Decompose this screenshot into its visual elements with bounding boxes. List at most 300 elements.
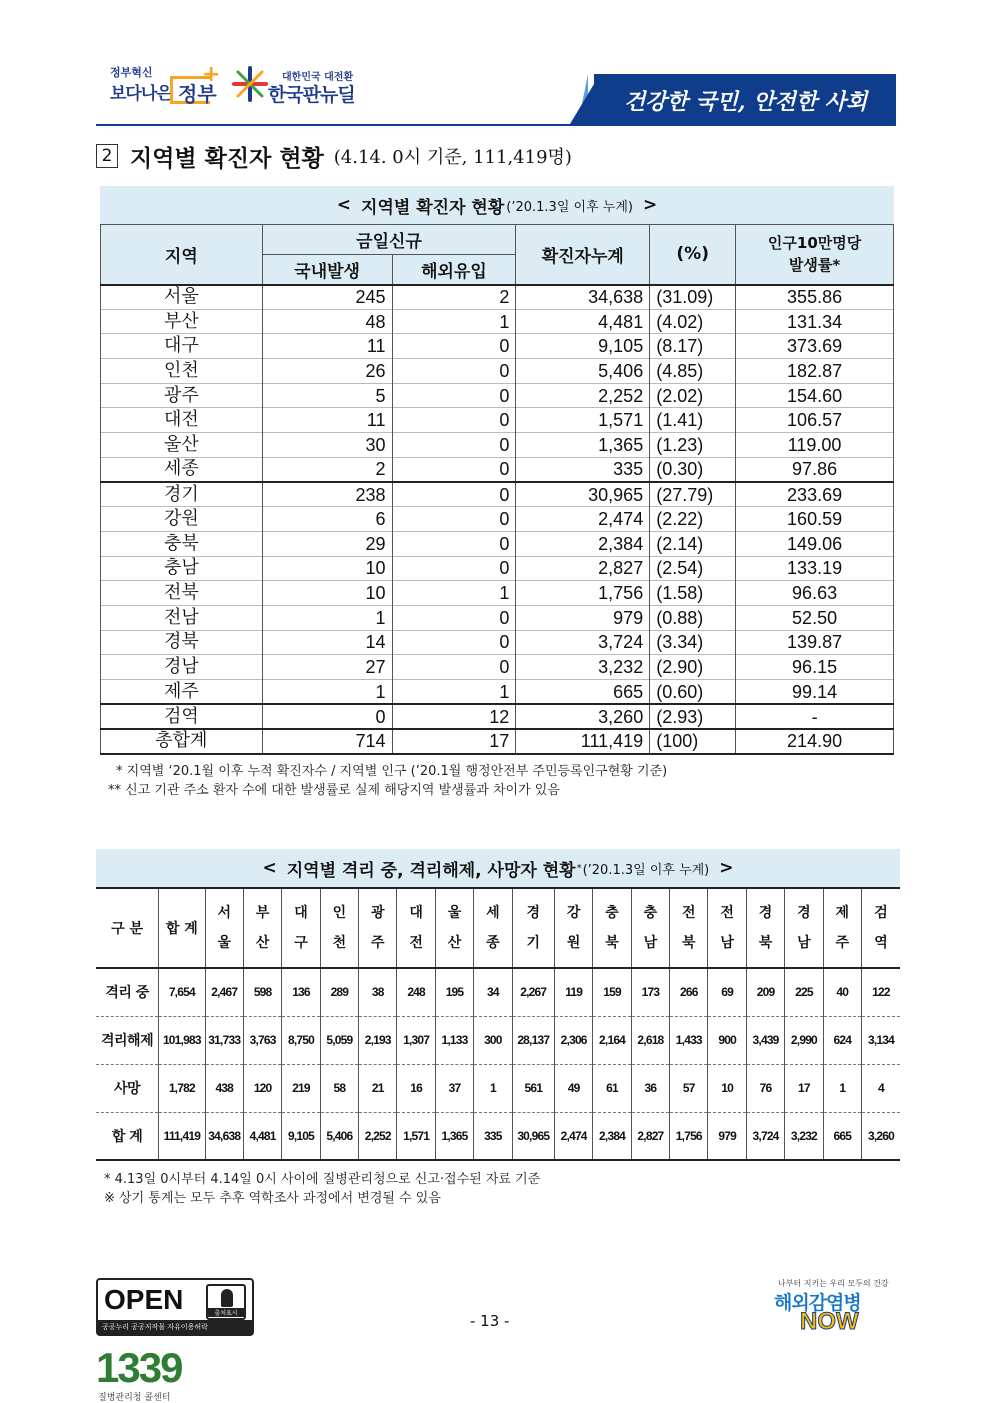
value-cell: 225 xyxy=(785,968,823,1016)
table-row xyxy=(101,285,894,310)
region-cell: 총합계 xyxy=(101,729,263,754)
value-cell: 665 xyxy=(823,1112,861,1160)
value-cell: 173 xyxy=(631,968,669,1016)
region-header-char: 경 xyxy=(758,905,773,921)
value-cell: 8,750 xyxy=(282,1016,320,1064)
pct-cell: (2.93) xyxy=(650,704,736,729)
value-cell: 300 xyxy=(474,1016,512,1064)
domestic-cell: 2 xyxy=(262,457,392,482)
cumulative-cell: 1,571 xyxy=(516,408,650,433)
value-cell: 5,406 xyxy=(320,1112,358,1160)
value-cell: 31,733 xyxy=(205,1016,243,1064)
rate-cell: 139.87 xyxy=(736,630,894,655)
cumulative-cell: 34,638 xyxy=(516,285,650,310)
region-cell: 서울 xyxy=(101,285,263,310)
section-heading xyxy=(96,140,572,172)
overseas-cell: 1 xyxy=(392,581,516,606)
value-cell: 3,439 xyxy=(746,1016,784,1064)
overseas-cell: 0 xyxy=(392,531,516,556)
pct-cell: (100) xyxy=(650,729,736,754)
region-header xyxy=(823,888,861,968)
region-header xyxy=(708,888,746,968)
domestic-cell: 714 xyxy=(262,729,392,754)
value-cell: 3,134 xyxy=(861,1016,900,1064)
value-cell: 3,232 xyxy=(785,1112,823,1160)
overseas-infection-now-logo xyxy=(774,1278,900,1338)
overseas-cell: 0 xyxy=(392,482,516,507)
caption-close: > xyxy=(719,858,734,878)
region-cell: 대전 xyxy=(101,408,263,433)
rate-cell: 106.57 xyxy=(736,408,894,433)
header-cumulative: 확진자누계 xyxy=(516,225,650,285)
pct-cell: (0.60) xyxy=(650,680,736,705)
domestic-cell: 48 xyxy=(262,309,392,334)
region-header-char: 인 xyxy=(332,905,347,921)
value-cell: 136 xyxy=(282,968,320,1016)
pct-cell: (4.02) xyxy=(650,309,736,334)
pct-cell: (0.88) xyxy=(650,605,736,630)
domestic-cell: 10 xyxy=(262,581,392,606)
header-pct: (%) xyxy=(650,225,736,285)
region-cell: 인천 xyxy=(101,359,263,384)
domestic-cell: 0 xyxy=(262,704,392,729)
value-cell: 5,059 xyxy=(320,1016,358,1064)
region-header-char: 경 xyxy=(797,905,811,921)
value-cell: 438 xyxy=(205,1064,243,1112)
region-cell: 대구 xyxy=(101,334,263,359)
pct-cell: (1.41) xyxy=(650,408,736,433)
region-header-char: 제 xyxy=(835,905,850,921)
header-overseas: 해외유입 xyxy=(392,255,516,285)
caption-sub: (’20.1.3일 이후 누계) xyxy=(506,199,633,215)
value-cell: 57 xyxy=(670,1064,708,1112)
pct-cell: (1.23) xyxy=(650,433,736,458)
cumulative-cell: 2,827 xyxy=(516,556,650,581)
value-cell: 16 xyxy=(397,1064,435,1112)
table-row xyxy=(101,556,894,581)
domestic-cell: 245 xyxy=(262,285,392,310)
table2-note-1: * 4.13일 0시부터 4.14일 0시 사이에 질병관리청으로 신고·접수된 자료 기준 xyxy=(104,1172,541,1187)
table-row xyxy=(101,359,894,384)
value-cell: 2,618 xyxy=(631,1016,669,1064)
value-cell: 2,267 xyxy=(512,968,554,1016)
value-cell: 2,474 xyxy=(554,1112,592,1160)
value-cell: 561 xyxy=(512,1064,554,1112)
rate-cell: 52.50 xyxy=(736,605,894,630)
value-cell: 1 xyxy=(823,1064,861,1112)
value-cell: 2,193 xyxy=(359,1016,397,1064)
region-header-char: 검 xyxy=(874,905,888,921)
logo-word: 정부 xyxy=(178,82,217,106)
region-cell: 경북 xyxy=(101,630,263,655)
value-cell: 58 xyxy=(320,1064,358,1112)
overseas-cell: 1 xyxy=(392,309,516,334)
value-cell: 1,571 xyxy=(397,1112,435,1160)
region-header xyxy=(670,888,708,968)
region-header-char: 울 xyxy=(217,935,232,951)
value-cell: 119 xyxy=(554,968,592,1016)
rate-cell: 131.34 xyxy=(736,309,894,334)
section-subtitle: (4.14. 0시 기준, 111,419명) xyxy=(333,147,572,168)
domestic-cell: 26 xyxy=(262,359,392,384)
region-header-char: 기 xyxy=(526,935,541,951)
table-row xyxy=(101,630,894,655)
value-cell: 21 xyxy=(359,1064,397,1112)
caption-sub: (’20.1.3일 이후 누계) xyxy=(582,862,710,878)
caption-sup: * xyxy=(576,862,582,874)
open-license-badge xyxy=(96,1278,254,1336)
slogan-banner xyxy=(570,74,896,124)
table2-header-row xyxy=(96,888,900,968)
value-cell: 1,133 xyxy=(435,1016,473,1064)
value-cell: 219 xyxy=(282,1064,320,1112)
table-row xyxy=(101,581,894,606)
value-cell: 4,481 xyxy=(243,1112,281,1160)
domestic-cell: 238 xyxy=(262,482,392,507)
region-header-char: 종 xyxy=(486,935,500,951)
new-deal-sub: 대한민국 대전환 xyxy=(282,72,354,83)
region-header-char: 경 xyxy=(526,905,541,921)
cumulative-cell: 4,481 xyxy=(516,309,650,334)
region-header-char: 남 xyxy=(643,935,658,951)
corner-header: 구 분 xyxy=(111,921,144,937)
region-header-char: 울 xyxy=(447,905,462,921)
header-rule xyxy=(96,124,896,126)
region-cell: 전남 xyxy=(101,605,263,630)
person-icon xyxy=(221,1289,233,1307)
region-header xyxy=(397,888,435,968)
pct-cell: (2.14) xyxy=(650,531,736,556)
value-cell: 34,638 xyxy=(205,1112,243,1160)
section-number: 2 xyxy=(96,144,118,168)
table2-body xyxy=(96,968,900,1160)
region-header xyxy=(359,888,397,968)
value-cell: 122 xyxy=(861,968,900,1016)
table1-note-1: * 지역별 ‘20.1월 이후 누적 확진자수 / 지역별 인구 (’20.1월 행정안전부 주민등록인구현황 기준) xyxy=(116,764,668,779)
overseas-cell: 0 xyxy=(392,359,516,384)
value-cell: 979 xyxy=(708,1112,746,1160)
value-cell: 2,252 xyxy=(359,1112,397,1160)
region-header-char: 천 xyxy=(332,935,347,951)
logo-small-text: 정부혁신 xyxy=(110,66,153,79)
region-cell: 울산 xyxy=(101,433,263,458)
table-row xyxy=(101,531,894,556)
value-cell: 4 xyxy=(861,1064,900,1112)
value-cell: 266 xyxy=(670,968,708,1016)
table-row xyxy=(101,433,894,458)
table1-note-2: ** 신고 기관 주소 환자 수에 대한 발생률로 실제 해당지역 발생률과 차이가 있음 xyxy=(108,783,560,798)
region-cell: 부산 xyxy=(101,309,263,334)
table-row xyxy=(96,1112,900,1160)
region-header-char: 전 xyxy=(409,935,423,951)
region-header-char: 서 xyxy=(217,905,232,921)
cumulative-cell: 9,105 xyxy=(516,334,650,359)
region-header-char: 전 xyxy=(720,905,734,921)
table-row xyxy=(101,680,894,705)
overseas-cell: 0 xyxy=(392,556,516,581)
value-cell: 159 xyxy=(593,968,631,1016)
value-cell: 3,724 xyxy=(746,1112,784,1160)
value-cell: 1,365 xyxy=(435,1112,473,1160)
overseas-cell: 0 xyxy=(392,605,516,630)
cumulative-cell: 2,474 xyxy=(516,507,650,532)
header-domestic: 국내발생 xyxy=(262,255,392,285)
value-cell: 335 xyxy=(474,1112,512,1160)
region-header-char: 남 xyxy=(797,935,811,951)
open-text: OPEN xyxy=(104,1284,184,1315)
table-row xyxy=(96,1016,900,1064)
row-label: 합 계 xyxy=(96,1112,159,1160)
call-number xyxy=(96,1344,181,1392)
region-header-char: 주 xyxy=(370,935,385,951)
region-header-char: 강 xyxy=(566,905,581,921)
region-header-char: 대 xyxy=(409,905,423,921)
gov-innovation-logo xyxy=(108,62,221,112)
rate-cell: - xyxy=(736,704,894,729)
cumulative-cell: 3,724 xyxy=(516,630,650,655)
table-row xyxy=(101,729,894,754)
table1-body xyxy=(101,285,894,754)
table-row xyxy=(101,704,894,729)
banner-text: 건강한 국민, 안전한 사회 xyxy=(624,89,868,115)
header-region: 지역 xyxy=(101,225,263,285)
cumulative-cell: 2,252 xyxy=(516,383,650,408)
region-header xyxy=(785,888,823,968)
region-cell: 경기 xyxy=(101,482,263,507)
domestic-cell: 14 xyxy=(262,630,392,655)
region-header-char: 원 xyxy=(566,935,581,951)
header-rate-line2: 발생률* xyxy=(788,256,841,275)
row-label: 사망 xyxy=(96,1064,159,1112)
value-cell: 69 xyxy=(708,968,746,1016)
now-tagline: 나부터 지키는 우리 모두의 건강 xyxy=(778,1279,889,1288)
cumulative-cell: 979 xyxy=(516,605,650,630)
table-row xyxy=(101,334,894,359)
cumulative-cell: 3,232 xyxy=(516,655,650,680)
region-cell: 세종 xyxy=(101,457,263,482)
value-cell: 1,782 xyxy=(159,1064,205,1112)
value-cell: 111,419 xyxy=(159,1112,205,1160)
plus-icon: + xyxy=(202,62,221,87)
pct-cell: (2.90) xyxy=(650,655,736,680)
table-row xyxy=(101,408,894,433)
region-header-char: 북 xyxy=(682,935,696,951)
rate-cell: 133.19 xyxy=(736,556,894,581)
value-cell: 2,306 xyxy=(554,1016,592,1064)
region-cell: 전북 xyxy=(101,581,263,606)
value-cell: 195 xyxy=(435,968,473,1016)
region-header xyxy=(282,888,320,968)
logo-big-text: 보다나은 xyxy=(110,84,172,104)
header-rate-line1: 인구10만명당 xyxy=(767,234,862,253)
region-cell: 충남 xyxy=(101,556,263,581)
region-cell: 제주 xyxy=(101,680,263,705)
domestic-cell: 29 xyxy=(262,531,392,556)
header-today-new: 금일신규 xyxy=(262,225,516,255)
value-cell: 2,990 xyxy=(785,1016,823,1064)
value-cell: 2,827 xyxy=(631,1112,669,1160)
value-cell: 30,965 xyxy=(512,1112,554,1160)
cumulative-cell: 1,365 xyxy=(516,433,650,458)
now-title: 해외감염병 xyxy=(774,1292,861,1314)
region-header-char: 산 xyxy=(447,935,462,951)
region-header-char: 역 xyxy=(874,935,888,951)
region-header xyxy=(861,888,900,968)
region-header-char: 충 xyxy=(643,905,658,921)
overseas-cell: 0 xyxy=(392,630,516,655)
value-cell: 101,983 xyxy=(159,1016,205,1064)
value-cell: 7,654 xyxy=(159,968,205,1016)
value-cell: 1,307 xyxy=(397,1016,435,1064)
pct-cell: (27.79) xyxy=(650,482,736,507)
rate-cell: 182.87 xyxy=(736,359,894,384)
value-cell: 1 xyxy=(474,1064,512,1112)
domestic-cell: 11 xyxy=(262,334,392,359)
cumulative-cell: 2,384 xyxy=(516,531,650,556)
region-header xyxy=(554,888,592,968)
region-header-char: 구 xyxy=(294,935,308,951)
table2-note-2: ※ 상기 통계는 모두 추후 역학조사 과정에서 변경될 수 있음 xyxy=(104,1191,441,1206)
value-cell: 624 xyxy=(823,1016,861,1064)
overseas-cell: 2 xyxy=(392,285,516,310)
domestic-cell: 30 xyxy=(262,433,392,458)
pct-cell: (1.58) xyxy=(650,581,736,606)
value-cell: 40 xyxy=(823,968,861,1016)
region-header-char: 전 xyxy=(682,905,696,921)
overseas-cell: 0 xyxy=(392,408,516,433)
caption-close: > xyxy=(642,195,658,215)
domestic-cell: 10 xyxy=(262,556,392,581)
overseas-cell: 12 xyxy=(392,704,516,729)
header-rate xyxy=(736,225,894,285)
region-header-char: 광 xyxy=(370,905,385,921)
pct-cell: (8.17) xyxy=(650,334,736,359)
overseas-cell: 0 xyxy=(392,383,516,408)
domestic-cell: 1 xyxy=(262,605,392,630)
overseas-cell: 0 xyxy=(392,457,516,482)
call-center-logo xyxy=(96,1344,216,1402)
region-header-char: 주 xyxy=(835,935,850,951)
value-cell: 2,164 xyxy=(593,1016,631,1064)
domestic-cell: 27 xyxy=(262,655,392,680)
cumulative-cell: 1,756 xyxy=(516,581,650,606)
region-cell: 충북 xyxy=(101,531,263,556)
domestic-cell: 11 xyxy=(262,408,392,433)
value-cell: 49 xyxy=(554,1064,592,1112)
region-header xyxy=(746,888,784,968)
rate-cell: 97.86 xyxy=(736,457,894,482)
new-deal-main: 한국판뉴딜 xyxy=(268,84,355,106)
rate-cell: 233.69 xyxy=(736,482,894,507)
row-label: 격리 중 xyxy=(96,968,159,1016)
value-cell: 34 xyxy=(474,968,512,1016)
value-cell: 3,260 xyxy=(861,1112,900,1160)
overseas-cell: 1 xyxy=(392,680,516,705)
total-header: 합 계 xyxy=(159,888,205,968)
region-header-char: 대 xyxy=(294,905,308,921)
value-cell: 598 xyxy=(243,968,281,1016)
domestic-cell: 6 xyxy=(262,507,392,532)
attribution-icon xyxy=(206,1284,246,1320)
overseas-cell: 0 xyxy=(392,507,516,532)
region-cell: 경남 xyxy=(101,655,263,680)
license-bar: 공공누리 공공저작물 자유이용허락 xyxy=(98,1320,252,1334)
region-header-char: 북 xyxy=(758,935,773,951)
table-row xyxy=(96,1064,900,1112)
pct-cell: (31.09) xyxy=(650,285,736,310)
rate-cell: 154.60 xyxy=(736,383,894,408)
overseas-cell: 17 xyxy=(392,729,516,754)
caption-open: < xyxy=(262,858,277,878)
rate-cell: 373.69 xyxy=(736,334,894,359)
cumulative-cell: 5,406 xyxy=(516,359,650,384)
pct-cell: (4.85) xyxy=(650,359,736,384)
section-title: 지역별 확진자 현황 xyxy=(130,145,324,172)
caption-open: < xyxy=(336,195,352,215)
table-row xyxy=(101,655,894,680)
value-cell: 900 xyxy=(708,1016,746,1064)
cumulative-cell: 665 xyxy=(516,680,650,705)
pct-cell: (2.02) xyxy=(650,383,736,408)
rate-cell: 149.06 xyxy=(736,531,894,556)
table-row xyxy=(101,457,894,482)
rate-cell: 99.14 xyxy=(736,680,894,705)
call-number-text: 1339 xyxy=(96,1344,182,1391)
overseas-cell: 0 xyxy=(392,433,516,458)
region-header xyxy=(205,888,243,968)
rate-cell: 355.86 xyxy=(736,285,894,310)
value-cell: 1,756 xyxy=(670,1112,708,1160)
value-cell: 76 xyxy=(746,1064,784,1112)
table2-caption xyxy=(96,849,900,887)
rate-cell: 119.00 xyxy=(736,433,894,458)
rate-cell: 96.15 xyxy=(736,655,894,680)
value-cell: 38 xyxy=(359,968,397,1016)
rate-cell: 160.59 xyxy=(736,507,894,532)
cumulative-cell: 335 xyxy=(516,457,650,482)
value-cell: 36 xyxy=(631,1064,669,1112)
row-label: 격리해제 xyxy=(96,1016,159,1064)
overseas-cell: 0 xyxy=(392,655,516,680)
region-header-char: 남 xyxy=(720,935,734,951)
region-header-char: 충 xyxy=(605,905,619,921)
caption-main: 지역별 격리 중, 격리해제, 사망자 현황 xyxy=(286,860,576,881)
region-header-char: 부 xyxy=(255,905,270,921)
region-header xyxy=(320,888,358,968)
attribution-label: 출처표시 xyxy=(208,1308,244,1317)
regional-cases-table xyxy=(100,224,894,755)
table-row xyxy=(101,383,894,408)
region-header xyxy=(435,888,473,968)
rate-cell: 96.63 xyxy=(736,581,894,606)
pct-cell: (0.30) xyxy=(650,457,736,482)
table1-caption xyxy=(100,186,894,224)
value-cell: 9,105 xyxy=(282,1112,320,1160)
cumulative-cell: 111,419 xyxy=(516,729,650,754)
region-header xyxy=(474,888,512,968)
new-deal-star-icon xyxy=(232,66,268,102)
table-row xyxy=(101,605,894,630)
value-cell: 1,433 xyxy=(670,1016,708,1064)
region-header xyxy=(243,888,281,968)
value-cell: 10 xyxy=(708,1064,746,1112)
value-cell: 2,384 xyxy=(593,1112,631,1160)
caption-main: 지역별 확진자 현황 xyxy=(361,197,505,218)
value-cell: 120 xyxy=(243,1064,281,1112)
cumulative-cell: 3,260 xyxy=(516,704,650,729)
region-header-char: 북 xyxy=(605,935,619,951)
value-cell: 28,137 xyxy=(512,1016,554,1064)
